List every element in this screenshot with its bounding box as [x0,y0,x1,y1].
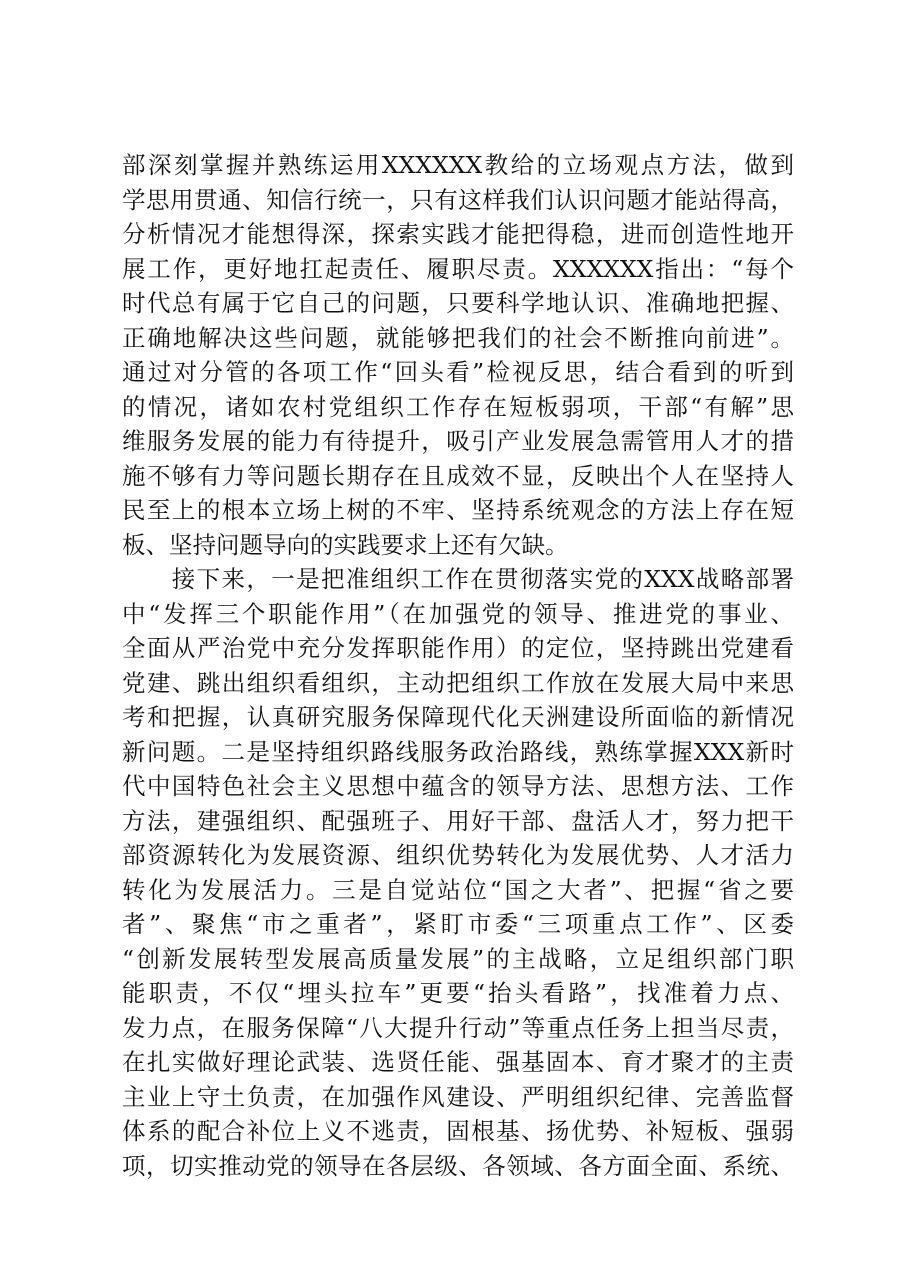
text-line: 分析情况才能想得深，探索实践才能把得稳，进而创造性地开 [122,220,794,248]
text-line: 学思用贯通、知信行统一，只有这样我们认识问题才能站得高， [122,185,794,214]
text-line: 体系的配合补位上义不逃责，固根基、扬优势、补短板、强弱 [122,1117,794,1145]
text-line: 时代总有属于它自己的问题，只要科学地认识、准确地把握、 [122,289,794,317]
text-line: 部资源转化为发展资源、组织优势转化为发展优势、人才活力 [122,841,794,869]
paragraph-end-line: 板、坚持问题导向的实践要求上还有欠缺。 [122,530,569,559]
text-line: 转化为发展活力。三是自觉站位“国之大者”、把握“省之要 [122,875,794,904]
text-line: 方法，建强组织、配强班子、用好干部、盘活人才，努力把干 [122,806,794,835]
text-line: “创新发展转型发展高质量发展”的主战略，立足组织部门职 [122,944,794,973]
document-body [122,148,794,1183]
text-line: 民至上的根本立场上树的不牢、坚持系统观念的方法上存在短 [122,496,794,524]
text-line: 部深刻掌握并熟练运用XXXXXX教给的立场观点方法，做到 [122,151,794,179]
text-line: 全面从严治党中充分发挥职能作用）的定位，坚持跳出党建看 [122,634,794,662]
text-line: 在扎实做好理论武装、选贤任能、强基固本、育才聚才的主责 [122,1048,794,1076]
text-line: 新问题。二是坚持组织路线服务政治路线，熟练掌握XXX新时 [122,737,794,766]
text-line: 者”、聚焦“市之重者”，紧盯市委“三项重点工作”、区委 [122,910,794,938]
text-line: 中“发挥三个职能作用”（在加强党的领导、推进党的事业、 [122,599,794,628]
text-line: 通过对分管的各项工作“回头看”检视反思，结合看到的听到 [122,358,794,386]
text-line: 正确地解决这些问题，就能够把我们的社会不断推向前进”。 [122,323,794,352]
text-line: 发力点，在服务保障“八大提升行动”等重点任务上担当尽责， [122,1013,794,1042]
text-line: 主业上守土负责，在加强作风建设、严明组织纪律、完善监督 [122,1082,794,1111]
text-line: 能职责，不仅“埋头拉车”更要“抬头看路”，找准着力点、 [122,979,794,1007]
text-line: 党建、跳出组织看组织，主动把组织工作放在发展大局中来思 [122,668,794,697]
text-line: 施不够有力等问题长期存在且成效不显，反映出个人在坚持人 [122,461,794,490]
paragraph-start-line: 接下来，一是把准组织工作在贯彻落实党的XXX战略部署 [122,565,794,593]
text-line: 考和把握，认真研究服务保障现代化天洲建设所面临的新情况 [122,703,794,731]
text-line: 代中国特色社会主义思想中蕴含的领导方法、思想方法、工作 [122,772,794,800]
text-line: 项，切实推动党的领导在各层级、各领域、各方面全面、系统、 [122,1151,794,1180]
text-line: 维服务发展的能力有待提升，吸引产业发展急需管用人才的措 [122,427,794,455]
text-line: 展工作，更好地扛起责任、履职尽责。XXXXXX指出：“每个 [122,254,794,283]
text-line: 的情况，诸如农村党组织工作存在短板弱项，干部“有解”思 [122,392,794,421]
